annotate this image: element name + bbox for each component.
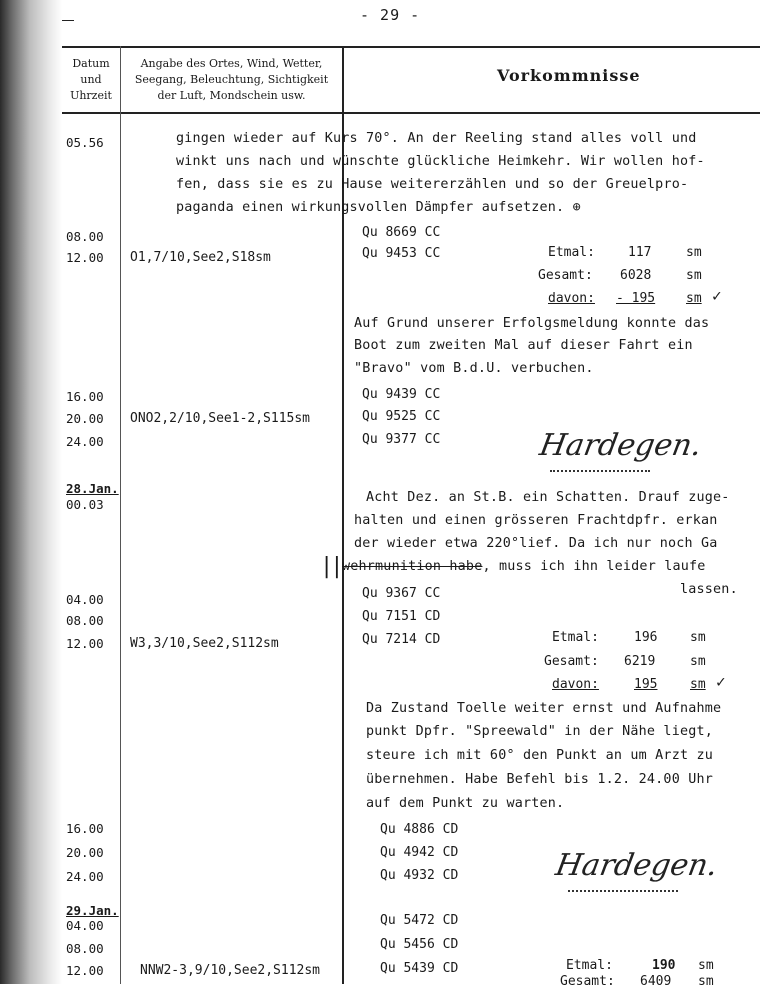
date-marker: 29.Jan.: [66, 903, 119, 918]
time-entry: 12.00: [66, 250, 104, 265]
summary-gesamt-value: 6219: [624, 654, 656, 669]
narrative-line: Da Zustand Toelle weiter ernst und Aufnahme: [366, 701, 722, 716]
position-entry: Qu 9453 CC: [362, 246, 441, 261]
header-events-col: Vorkommnisse: [497, 66, 641, 85]
header-date-line: Uhrzeit: [70, 89, 112, 102]
weather-entry: W3,3/10,See2,S112sm: [130, 636, 279, 651]
narrative-line: auf dem Punkt zu warten.: [366, 796, 565, 811]
summary-gesamt-label: Gesamt:: [544, 654, 599, 669]
margin-mark: ||: [320, 554, 341, 579]
time-entry: 12.00: [66, 636, 104, 651]
header-date-line: und: [80, 73, 102, 86]
summary-davon-unit: sm: [690, 677, 706, 692]
time-entry: 20.00: [66, 845, 104, 860]
header-date-col: [62, 56, 120, 104]
time-entry: 04.00: [66, 918, 104, 933]
signature-hardegen: Hardegen.: [536, 428, 705, 463]
header-weather-line: Angabe des Ortes, Wind, Wetter,: [140, 57, 323, 70]
summary-etmal-label: Etmal:: [566, 958, 613, 973]
narrative-line: winkt uns nach und wünschte glückliche Heimkehr. Wir wollen hof-: [176, 154, 705, 169]
narrative-line: "Bravo" vom B.d.U. verbuchen.: [354, 361, 594, 376]
position-entry: Qu 4932 CD: [380, 868, 459, 883]
summary-davon-value: 195: [634, 677, 658, 692]
date-marker: 28.Jan.: [66, 481, 119, 496]
summary-etmal-label: Etmal:: [552, 630, 599, 645]
narrative-line: gingen wieder auf Kurs 70°. An der Reeling stand alles voll und: [176, 131, 697, 146]
position-entry: Qu 4886 CD: [380, 822, 459, 837]
position-entry: Qu 5456 CD: [380, 937, 459, 952]
header-date-line: Datum: [72, 57, 110, 70]
signature-hardegen: Hardegen.: [552, 848, 721, 883]
summary-davon-unit: sm: [686, 291, 702, 306]
weather-entry: ONO2,2/10,See1-2,S115sm: [130, 411, 311, 426]
time-entry: 00.03: [66, 497, 104, 512]
summary-gesamt-unit: sm: [686, 268, 702, 283]
position-entry: Qu 9525 CC: [362, 409, 441, 424]
time-entry: 24.00: [66, 434, 104, 449]
narrative-text: , muss ich ihn leider laufe: [482, 559, 706, 574]
narrative-line: steure ich mit 60° den Punkt an um Arzt zu: [366, 748, 713, 763]
signature-dotted-line: [568, 890, 678, 892]
summary-gesamt-label: Gesamt:: [560, 974, 615, 989]
page-binding-shadow: [0, 0, 62, 984]
position-entry: Qu 9377 CC: [362, 432, 441, 447]
summary-davon-label: davon:: [552, 677, 599, 692]
summary-etmal-value: 196: [634, 630, 658, 645]
summary-etmal-label: Etmal:: [548, 245, 595, 260]
narrative-line: Auf Grund unserer Erfolgsmeldung konnte das: [354, 316, 710, 331]
position-entry: Qu 8669 CC: [362, 225, 441, 240]
time-entry: 24.00: [66, 869, 104, 884]
summary-gesamt-unit: sm: [698, 974, 714, 989]
summary-etmal-value: 117: [628, 245, 652, 260]
header-top-rule: [62, 46, 760, 48]
time-entry: 20.00: [66, 411, 104, 426]
time-entry: 05.56: [66, 135, 104, 150]
summary-davon-value: - 195: [616, 291, 656, 306]
position-entry: Qu 7151 CD: [362, 609, 441, 624]
summary-etmal-unit: sm: [690, 630, 706, 645]
narrative-line: paganda einen wirkungsvollen Dämpfer aufsetzen. ⊕: [176, 200, 581, 215]
narrative-line: der wieder etwa 220°lief. Da ich nur noch Ga: [354, 536, 718, 551]
position-entry: Qu 9439 CC: [362, 387, 441, 402]
page-number: - 29 -: [360, 6, 421, 24]
summary-etmal-unit: sm: [698, 958, 714, 973]
time-entry: 08.00: [66, 229, 104, 244]
time-entry: 08.00: [66, 613, 104, 628]
time-entry: 04.00: [66, 592, 104, 607]
summary-gesamt-label: Gesamt:: [538, 268, 593, 283]
header-bottom-rule: [62, 112, 760, 114]
position-entry: Qu 5472 CD: [380, 913, 459, 928]
position-entry: Qu 9367 CC: [362, 586, 441, 601]
margin-line: [62, 20, 74, 21]
time-entry: 16.00: [66, 821, 104, 836]
signature-dotted-line: [550, 470, 650, 472]
time-entry: 16.00: [66, 389, 104, 404]
struck-text: wehrmunition habe: [342, 559, 483, 574]
summary-etmal-unit: sm: [686, 245, 702, 260]
header-weather-line: Seegang, Beleuchtung, Sichtigkeit: [134, 73, 329, 86]
narrative-line: übernehmen. Habe Befehl bis 1.2. 24.00 Uhr: [366, 772, 713, 787]
weather-entry: O1,7/10,See2,S18sm: [130, 250, 271, 265]
time-entry: 08.00: [66, 941, 104, 956]
summary-etmal-value: 190: [652, 958, 676, 973]
check-icon: ✓: [712, 286, 722, 305]
summary-davon-label: davon:: [548, 291, 595, 306]
check-icon: ✓: [716, 672, 726, 691]
header-weather-col: [121, 56, 342, 104]
position-entry: Qu 7214 CD: [362, 632, 441, 647]
time-entry: 12.00: [66, 963, 104, 978]
summary-gesamt-unit: sm: [690, 654, 706, 669]
narrative-line: Acht Dez. an St.B. ein Schatten. Drauf zuge-: [366, 490, 730, 505]
narrative-line: fen, dass sie es zu Hause weitererzählen und so der Greuelpro-: [176, 177, 689, 192]
column-divider-1: [120, 46, 121, 984]
position-entry: Qu 4942 CD: [380, 845, 459, 860]
summary-gesamt-value: 6028: [620, 268, 652, 283]
narrative-line: lassen.: [680, 582, 738, 597]
header-weather-line: der Luft, Mondschein usw.: [157, 89, 306, 102]
narrative-line: punkt Dpfr. "Spreewald" in der Nähe liegt,: [366, 724, 713, 739]
weather-entry: NNW2-3,9/10,See2,S112sm: [140, 963, 321, 978]
narrative-line: Boot zum zweiten Mal auf dieser Fahrt ein: [354, 338, 693, 353]
summary-gesamt-value: 6409: [640, 974, 672, 989]
narrative-line: halten und einen grösseren Frachtdpfr. erkan: [354, 513, 718, 528]
position-entry: Qu 5439 CD: [380, 961, 459, 976]
narrative-line-composite: [342, 559, 706, 575]
